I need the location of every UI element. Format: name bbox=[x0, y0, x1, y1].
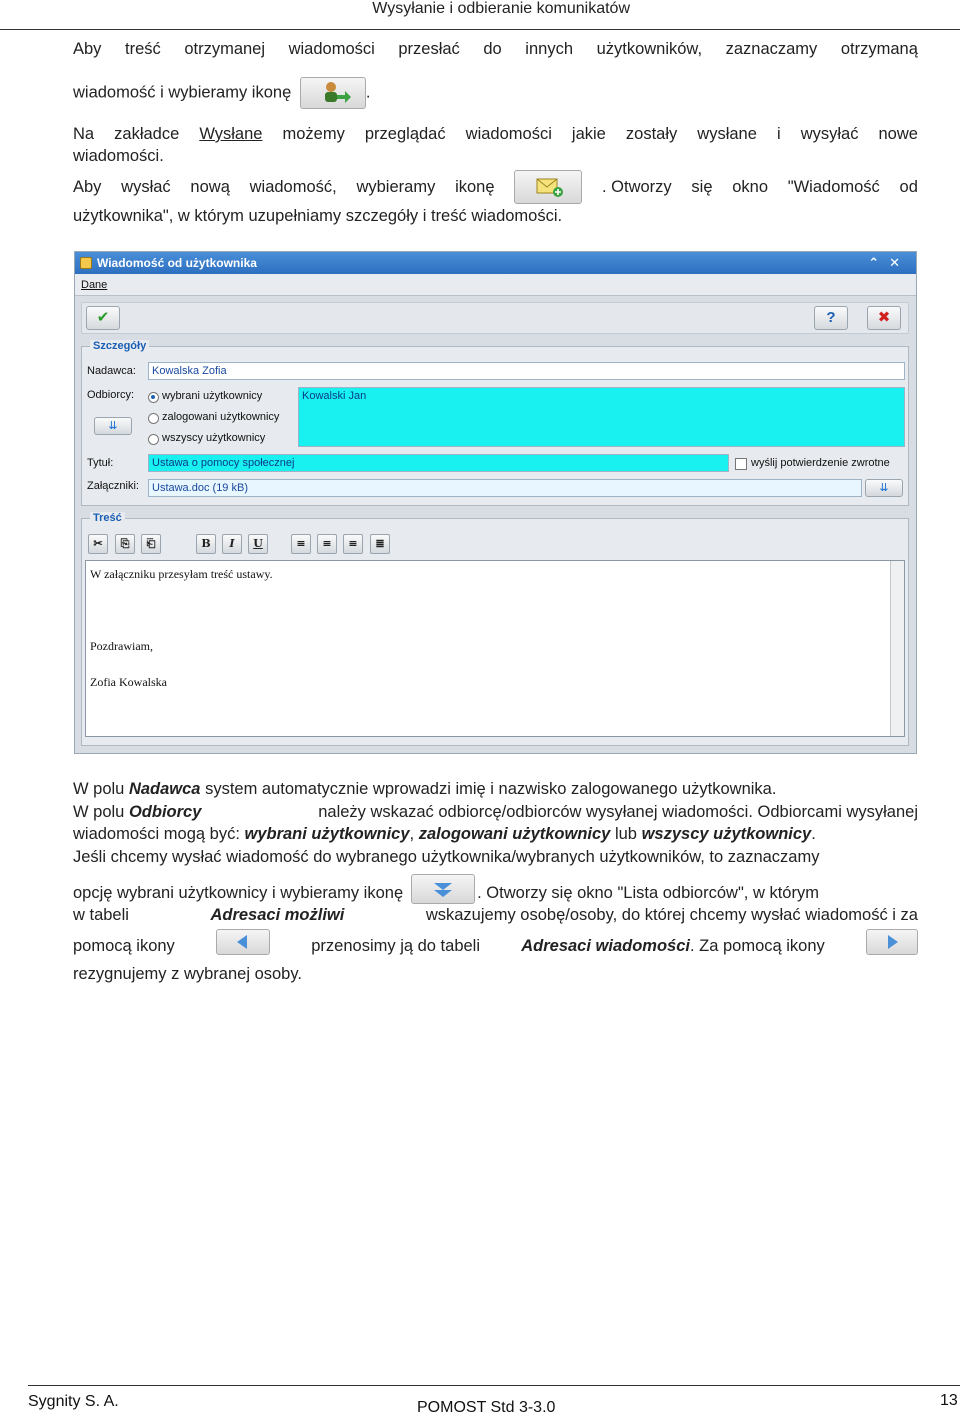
body-line: Pozdrawiam, bbox=[90, 639, 153, 653]
recipients-list-icon bbox=[411, 874, 475, 904]
confirm-button[interactable] bbox=[86, 306, 120, 330]
word: przesłać bbox=[398, 40, 460, 58]
bold-button[interactable]: B bbox=[196, 534, 216, 554]
sender-label: Nadawca: bbox=[87, 365, 136, 377]
help-button[interactable] bbox=[814, 306, 848, 330]
word: nową bbox=[190, 178, 230, 196]
move-left-icon bbox=[216, 929, 270, 955]
editor-scrollbar[interactable] bbox=[890, 561, 904, 736]
word: zaznaczamy bbox=[725, 40, 818, 58]
collapse-icon[interactable]: ⌃ bbox=[868, 255, 890, 270]
word: "Wiadomość bbox=[787, 178, 880, 196]
justify-icon[interactable]: ≣ bbox=[370, 534, 390, 554]
underline-button[interactable]: U bbox=[248, 534, 268, 554]
recipients-label: Odbiorcy: bbox=[87, 389, 135, 401]
move-right-icon bbox=[866, 929, 918, 955]
word: innych bbox=[525, 40, 573, 58]
para4-line5: opcję wybrani użytkownicy i wybieramy ikonę . Otworzy się okno "Lista odbiorców", w którym bbox=[73, 874, 918, 904]
para3-line1 bbox=[73, 169, 918, 205]
paragraph-forward bbox=[73, 38, 918, 109]
copy-icon[interactable]: ⎘ bbox=[115, 534, 135, 554]
details-group-label: Szczegóły bbox=[90, 340, 149, 352]
radio-all-users[interactable]: wszyscy użytkownicy bbox=[148, 432, 265, 444]
word: się bbox=[691, 178, 713, 196]
header-title: Wysyłanie i odbieranie komunikatów bbox=[372, 0, 630, 17]
word: i bbox=[776, 125, 781, 143]
recipients-field[interactable]: Kowalski Jan bbox=[298, 387, 905, 447]
paragraph-fields-description bbox=[73, 778, 918, 985]
align-center-icon[interactable]: ≡ bbox=[317, 534, 337, 554]
paragraph-sent-tab bbox=[73, 123, 918, 167]
para1-line2: wiadomość i wybieramy ikonę . bbox=[73, 77, 918, 109]
para4-line4: Jeśli chcemy wysłać wiadomość do wybranego użytkownika/wybranych użytkowników, to zaznaczamy bbox=[73, 847, 820, 866]
word: ikonę bbox=[455, 178, 495, 196]
word: użytkowników, bbox=[596, 40, 703, 58]
word: zostały bbox=[625, 125, 678, 143]
word: wysyłać bbox=[800, 125, 859, 143]
window-menu bbox=[75, 274, 916, 296]
subject-label: Tytuł: bbox=[87, 457, 114, 469]
attachments-field[interactable]: Ustawa.doc (19 kB) bbox=[148, 479, 862, 497]
word: wiadomości bbox=[465, 125, 552, 143]
radio-logged-users[interactable]: zalogowani użytkownicy bbox=[148, 411, 279, 423]
word: wiadomość, bbox=[249, 178, 337, 196]
word: wysłane bbox=[697, 125, 757, 143]
footer-company: Sygnity S. A. bbox=[28, 1393, 119, 1410]
window-titlebar: Wiadomość od użytkownika ⌃✕ bbox=[75, 252, 916, 274]
attachments-button[interactable] bbox=[865, 479, 903, 497]
body-line: Zofia Kowalska bbox=[90, 675, 167, 689]
content-group-label: Treść bbox=[90, 512, 125, 524]
checkmark-icon: ✔ bbox=[96, 309, 110, 326]
window-app-icon bbox=[80, 257, 92, 269]
page-header bbox=[0, 0, 960, 30]
window-toolbar bbox=[81, 302, 909, 334]
format-toolbar bbox=[88, 534, 403, 556]
message-body-editor[interactable] bbox=[85, 560, 905, 737]
align-right-icon[interactable]: ≡ bbox=[343, 534, 363, 554]
paste-icon[interactable]: ⎗ bbox=[141, 534, 161, 554]
word: wiadomości bbox=[288, 40, 375, 58]
forward-user-icon bbox=[300, 77, 366, 109]
new-message-icon bbox=[514, 170, 582, 204]
word: okno bbox=[732, 178, 769, 196]
body-line: W załączniku przesyłam treść ustawy. bbox=[90, 567, 273, 581]
message-window-screenshot bbox=[74, 251, 917, 754]
sender-field[interactable]: Kowalska Zofia bbox=[148, 362, 905, 380]
word: do bbox=[483, 40, 502, 58]
para4-line6: w tabeli Adresaci możliwi wskazujemy osobę/osoby, do której chcemy wysłać wiadomość i za bbox=[73, 906, 918, 924]
align-left-icon[interactable]: ≡ bbox=[291, 534, 311, 554]
para4-line1: W polu Nadawca system automatycznie wprowadzi imię i nazwisko zalogowanego użytkownika. bbox=[73, 780, 777, 798]
word: otrzymaną bbox=[840, 40, 918, 58]
radio-selected-users[interactable]: wybrani użytkownicy bbox=[148, 390, 262, 402]
help-icon: ? bbox=[826, 309, 836, 326]
para3-line2: użytkownika", w którym uzupełniamy szczegóły i treść wiadomości. bbox=[73, 207, 563, 225]
para4-line2: W polu Odbiorcy należy wskazać odbiorcę/odbiorców wysyłanej wiadomości. Odbiorcami wysyłanej bbox=[73, 802, 918, 821]
word: Aby bbox=[73, 40, 102, 58]
para1-line1 bbox=[73, 38, 918, 60]
close-icon[interactable]: ✕ bbox=[889, 255, 910, 270]
para4-line3: wiadomości mogą być: wybrani użytkownicy, zalogowani użytkownicy lub wszyscy użytkownicy. bbox=[73, 825, 816, 843]
word: jakie bbox=[571, 125, 606, 143]
para2-line2: wiadomości. bbox=[73, 147, 164, 165]
details-group bbox=[81, 340, 909, 506]
subject-field[interactable]: Ustawa o pomocy społecznej bbox=[148, 454, 729, 472]
dropdown-icon: ⇊ bbox=[879, 482, 889, 494]
menu-item-dane[interactable]: Dane bbox=[81, 279, 108, 291]
paragraph-new-message bbox=[73, 169, 918, 227]
italic-button[interactable]: I bbox=[222, 534, 242, 554]
sent-tab-link[interactable]: Wysłane bbox=[199, 125, 263, 143]
word: przeglądać bbox=[364, 125, 446, 143]
cancel-icon: ✖ bbox=[877, 309, 891, 326]
dropdown-icon: ⇊ bbox=[108, 420, 118, 432]
cut-icon[interactable]: ✂ bbox=[88, 534, 108, 554]
para4-line7: pomocą ikony przenosimy ją do tabeli Adresaci wiadomości. Za pomocą ikony bbox=[73, 931, 918, 963]
para2-line1: Na zakładce Wysłane możemy przeglądać wiadomości jakie zostały wysłane i wysyłać nowe bbox=[73, 125, 918, 143]
word: . Otworzy bbox=[601, 178, 672, 196]
word: od bbox=[899, 178, 918, 196]
footer-rule bbox=[28, 1385, 960, 1386]
window-controls bbox=[868, 252, 910, 274]
word: Aby bbox=[73, 178, 102, 196]
cancel-button[interactable] bbox=[867, 306, 901, 330]
recipients-list-button[interactable] bbox=[94, 417, 132, 435]
attachments-label: Załączniki: bbox=[87, 480, 139, 492]
word: możemy bbox=[282, 125, 345, 143]
word: wysłać bbox=[121, 178, 171, 196]
word: nowe bbox=[878, 125, 918, 143]
confirm-checkbox[interactable]: wyślij potwierdzenie zwrotne bbox=[735, 457, 890, 469]
para4-line8: rezygnujemy z wybranej osoby. bbox=[73, 964, 302, 983]
word: wybieramy bbox=[356, 178, 436, 196]
word: otrzymanej bbox=[184, 40, 266, 58]
page-number: 13 bbox=[940, 1392, 958, 1409]
word: treść bbox=[125, 40, 161, 58]
footer-product: POMOST Std 3-3.0 bbox=[417, 1399, 556, 1415]
